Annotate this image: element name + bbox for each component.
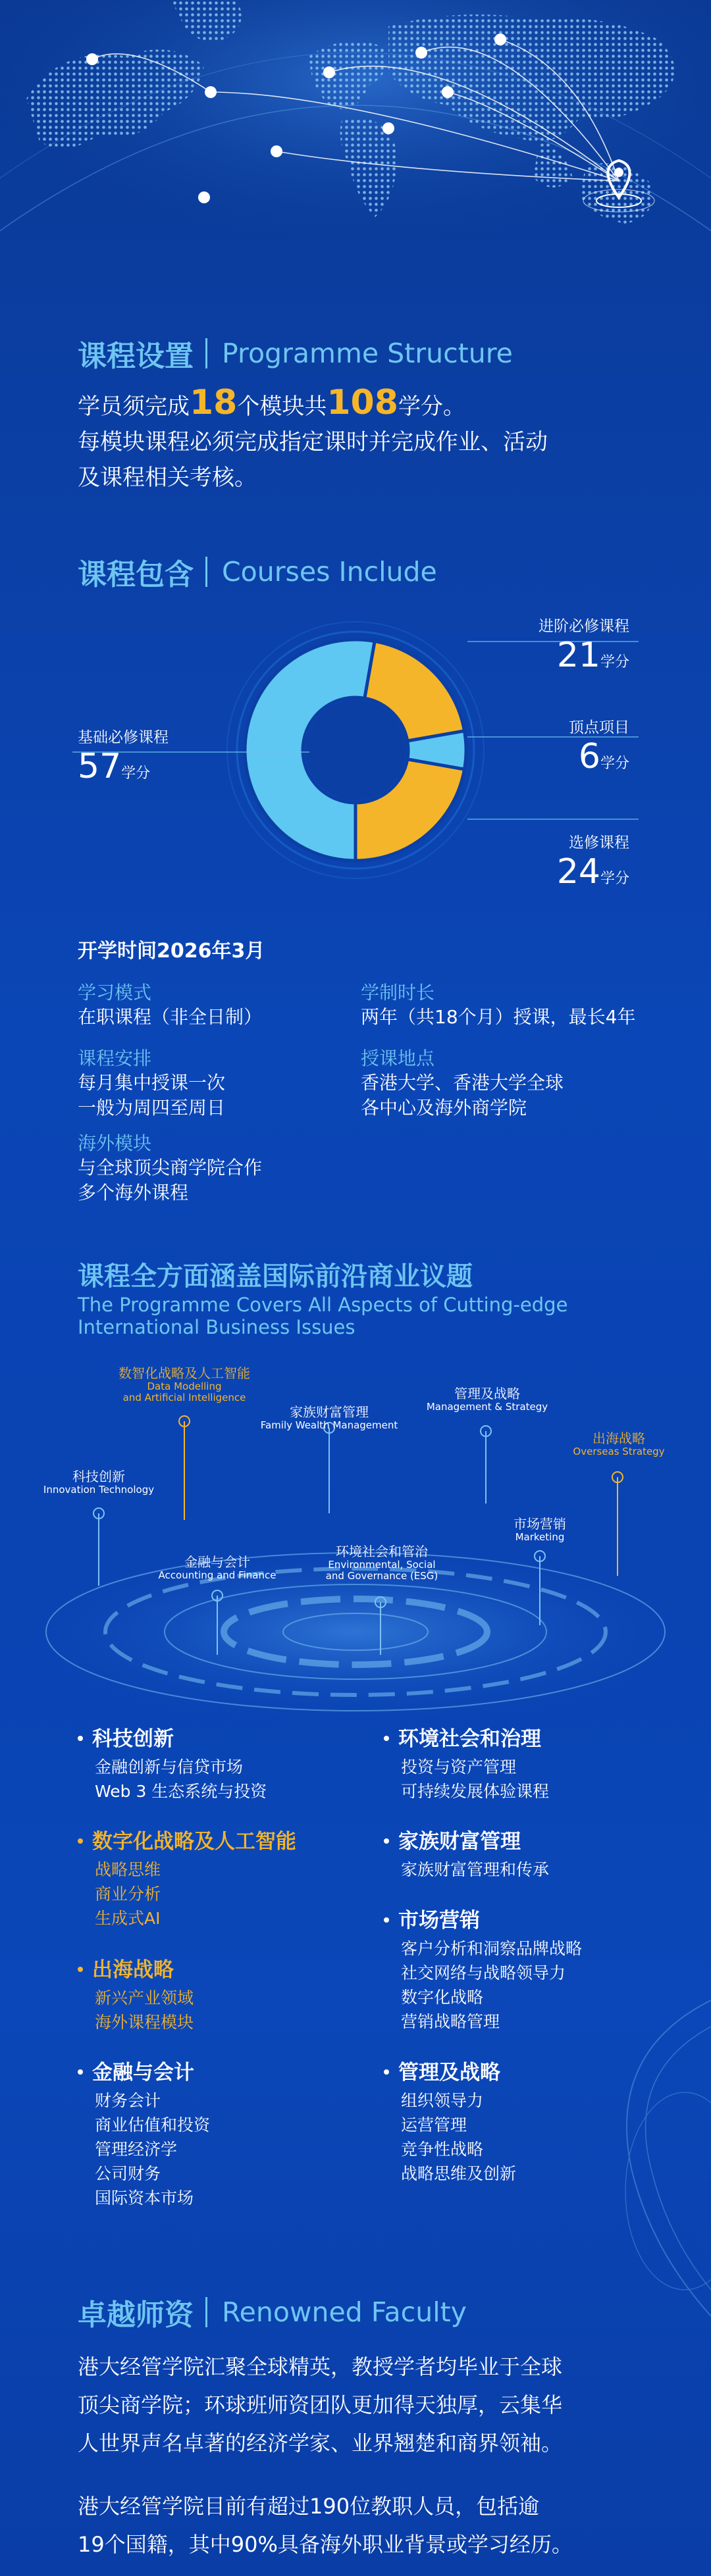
course-elective-unit: 学分	[600, 871, 629, 887]
module-heading-text: 数字化战略及人工智能	[92, 1830, 296, 1854]
overseas-heading: 海外模块	[78, 1132, 152, 1154]
schedule-heading: 课程安排	[78, 1048, 152, 1069]
node-management	[395, 1386, 579, 1413]
module-management	[384, 2057, 516, 2186]
module-item: 竞争性战略	[401, 2140, 484, 2159]
credits-count: 108	[327, 383, 398, 422]
module-item: 国际资本市场	[95, 2188, 194, 2208]
courses-title-en: Courses Include	[222, 556, 437, 588]
course-elective-value: 24	[556, 852, 600, 892]
structure-line1-mid: 个模块共	[237, 393, 327, 420]
module-item: 战略思维及创新	[401, 2164, 517, 2183]
course-advanced	[539, 614, 629, 675]
module-item: 财务会计	[95, 2091, 161, 2110]
module-heading-text: 家族财富管理	[398, 1830, 521, 1854]
module-heading-text: 金融与会计	[92, 2061, 194, 2084]
course-basic-value: 57	[78, 747, 122, 786]
module-heading-text: 科技创新	[92, 1727, 174, 1751]
structure-title-zh: 课程设置	[78, 340, 194, 373]
module-heading-text: 环境社会和治理	[398, 1727, 541, 1751]
node-label-en: Management & Strategy	[426, 1401, 548, 1413]
node-overseas	[540, 1431, 698, 1457]
node-marketing	[467, 1517, 612, 1543]
module-item: 管理经济学	[95, 2140, 178, 2159]
node-label-zh: 出海战略	[592, 1430, 645, 1446]
location	[361, 1044, 564, 1121]
faculty-title-zh: 卓越师资	[78, 2298, 194, 2332]
node-label-zh: 数智化战略及人工智能	[118, 1365, 250, 1381]
node-label-zh: 市场营销	[514, 1516, 566, 1532]
bullet-icon	[384, 1838, 389, 1844]
module-item: Web 3 生态系统与投资	[95, 1782, 267, 1801]
course-elective	[557, 830, 629, 892]
course-advanced-unit: 学分	[600, 654, 629, 670]
study-mode-heading: 学习模式	[78, 982, 152, 1003]
module-heading	[384, 1905, 582, 1936]
module-heading-text: 出海战略	[92, 1958, 174, 1982]
coverage-title-en-1: The Programme Covers All Aspects of Cutting-edge	[78, 1294, 568, 1316]
bullet-icon	[384, 2069, 389, 2075]
duration-value: 两年（共18个月）授课，最长4年	[361, 1006, 636, 1028]
structure-line1	[78, 385, 644, 424]
module-marketing	[384, 1905, 582, 2034]
node-label-zh: 环境社会和管治	[336, 1544, 428, 1559]
location-heading: 授课地点	[361, 1048, 435, 1069]
duration-heading: 学制时长	[361, 982, 435, 1003]
module-item: 金融创新与信贷市场	[95, 1757, 244, 1777]
duration	[361, 978, 635, 1030]
module-tech	[78, 1723, 267, 1804]
node-label-en: Family Wealth Management	[260, 1419, 398, 1431]
node-innovation	[13, 1469, 184, 1496]
module-item: 数字化战略	[401, 1988, 484, 2007]
title-divider	[205, 557, 207, 587]
module-heading	[78, 1826, 296, 1857]
module-item: 客户分析和洞察品牌战略	[401, 1939, 583, 1958]
module-heading	[384, 1723, 549, 1755]
structure-heading	[78, 332, 513, 374]
schedule-value-2: 一般为周四至周日	[78, 1097, 226, 1119]
faculty-p1-line2: 顶尖商学院；环球班师资团队更加得天独厚，云集华	[78, 2392, 563, 2417]
structure-text	[78, 385, 644, 495]
location-value-2: 各中心及海外商学院	[361, 1097, 527, 1119]
structure-line1-post: 学分。	[398, 393, 465, 420]
node-label-en: Accounting and Finance	[158, 1569, 276, 1581]
structure-line3: 及课程相关考核。	[78, 465, 257, 491]
module-item: 战略思维	[95, 1860, 161, 1879]
bullet-icon	[384, 1917, 389, 1923]
schedule	[78, 1044, 225, 1121]
course-basic	[78, 725, 169, 786]
module-item: 运营管理	[401, 2115, 467, 2134]
node-label-en: and Artificial Intelligence	[122, 1392, 246, 1404]
bullet-icon	[78, 1838, 83, 1844]
module-heading	[384, 1826, 549, 1857]
faculty-title-en: Renowned Faculty	[222, 2296, 467, 2328]
faculty-p2-line2: 19个国籍，其中90%具备海外职业背景或学习经历。	[78, 2532, 573, 2557]
overseas-value-2: 多个海外课程	[78, 1182, 189, 1203]
module-digital-ai	[78, 1826, 296, 1931]
study-mode-value: 在职课程（非全日制）	[78, 1006, 263, 1028]
coverage-title-en-2: International Business Issues	[78, 1316, 356, 1338]
coverage-title-zh: 课程全方面涵盖国际前沿商业议题	[78, 1261, 473, 1292]
module-item: 公司财务	[95, 2164, 161, 2183]
node-label-zh: 管理及战略	[454, 1386, 520, 1402]
world-map-graphic	[0, 0, 711, 290]
structure-title-en: Programme Structure	[222, 338, 513, 369]
faculty-paragraph-1	[78, 2348, 562, 2462]
module-item: 投资与资产管理	[401, 1757, 517, 1777]
module-finance	[78, 2057, 210, 2210]
course-basic-label: 基础必修课程	[78, 729, 169, 746]
module-item: 商业分析	[95, 1884, 161, 1904]
module-heading	[78, 1723, 267, 1755]
course-advanced-label: 进阶必修课程	[539, 618, 629, 635]
courses-heading	[78, 551, 437, 593]
bullet-icon	[78, 1967, 83, 1972]
node-data-ai	[92, 1366, 276, 1404]
module-heading	[384, 2057, 516, 2088]
coverage-title-en	[78, 1294, 567, 1338]
course-elective-label: 选修课程	[569, 834, 629, 851]
module-item: 营销战略管理	[401, 2012, 500, 2031]
overseas-value-1: 与全球顶尖商学院合作	[78, 1157, 263, 1178]
node-label-zh: 科技创新	[72, 1469, 125, 1484]
node-label-en: Overseas Strategy	[573, 1446, 665, 1457]
course-capstone-value: 6	[578, 737, 600, 776]
faculty-paragraph-2	[78, 2487, 573, 2563]
module-heading	[78, 2057, 210, 2088]
modules-count: 18	[190, 383, 238, 422]
bullet-icon	[78, 2069, 83, 2075]
node-finance	[132, 1555, 303, 1581]
module-item: 可持续发展体验课程	[401, 1782, 550, 1801]
faculty-p1-line1: 港大经管学院汇聚全球精英，教授学者均毕业于全球	[78, 2354, 563, 2379]
module-heading-text: 市场营销	[398, 1909, 480, 1932]
faculty-p2-line1: 港大经管学院目前有超过190位教职人员，包括逾	[78, 2494, 540, 2519]
module-item: 家族财富管理和传承	[401, 1860, 550, 1879]
location-value-1: 香港大学、香港大学全球	[361, 1072, 564, 1094]
node-label-zh: 金融与会计	[184, 1554, 250, 1570]
title-divider	[205, 338, 207, 368]
module-esg	[384, 1723, 549, 1804]
module-heading	[78, 1954, 194, 1986]
module-overseas	[78, 1954, 194, 2034]
node-family-wealth	[237, 1405, 421, 1431]
node-label-en: Data Modelling	[147, 1380, 222, 1392]
node-label-en: Innovation Technology	[43, 1484, 155, 1496]
schedule-value-1: 每月集中授课一次	[78, 1072, 226, 1094]
course-capstone-unit: 学分	[600, 755, 629, 772]
module-family-wealth	[384, 1826, 549, 1882]
node-label-en: and Governance (ESG)	[325, 1570, 438, 1582]
course-advanced-value: 21	[556, 636, 600, 675]
structure-line1-pre: 学员须完成	[78, 393, 190, 420]
title-divider	[205, 2297, 207, 2327]
node-label-en: Marketing	[515, 1531, 565, 1543]
overseas-module	[78, 1129, 262, 1205]
faculty-p1-line3: 人世界声名卓著的经济学家、业界翘楚和商界领袖。	[78, 2431, 563, 2456]
module-heading-text: 管理及战略	[398, 2061, 500, 2084]
study-mode	[78, 978, 262, 1030]
module-item: 海外课程模块	[95, 2013, 194, 2032]
course-capstone	[569, 715, 629, 776]
structure-line2: 每模块课程必须完成指定课时并完成作业、活动	[78, 429, 548, 455]
bullet-icon	[384, 1736, 389, 1741]
courses-title-zh: 课程包含	[78, 558, 194, 592]
node-label-zh: 家族财富管理	[290, 1404, 369, 1420]
module-item: 组织领导力	[401, 2091, 484, 2110]
module-item: 社交网络与战略领导力	[401, 1963, 566, 1983]
start-date: 开学时间2026年3月	[78, 940, 265, 963]
course-basic-unit: 学分	[121, 765, 151, 782]
course-capstone-label: 顶点项目	[569, 719, 629, 736]
module-item: 商业估值和投资	[95, 2115, 211, 2134]
node-esg	[296, 1544, 467, 1582]
faculty-heading	[78, 2291, 467, 2333]
node-label-en: Environmental, Social	[328, 1559, 436, 1571]
bullet-icon	[78, 1736, 83, 1741]
module-item: 生成式AI	[95, 1909, 161, 1928]
module-item: 新兴产业领域	[95, 1988, 194, 2008]
